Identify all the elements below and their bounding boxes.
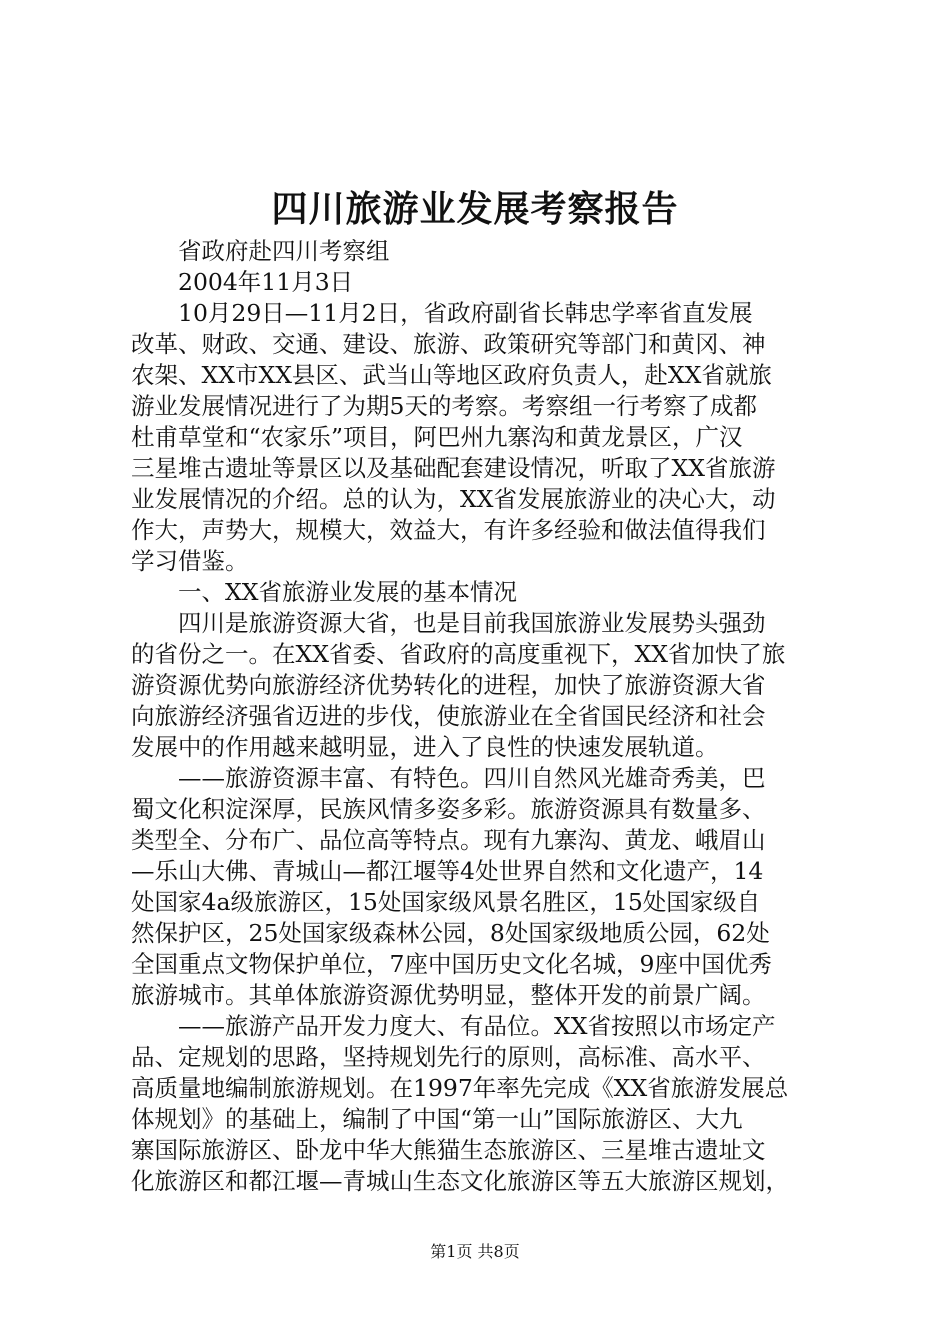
- paragraph-line: 农架、XX市XX县区、武当山等地区政府负责人，赴XX省就旅: [131, 361, 772, 389]
- paragraph-line: 类型全、分布广、品位高等特点。现有九寨沟、黄龙、峨眉山: [131, 826, 766, 854]
- paragraph-line: 10月29日—11月2日，省政府副省长韩忠学率省直发展: [178, 299, 753, 327]
- paragraph-line: 作大，声势大，规模大，效益大，有许多经验和做法值得我们: [131, 516, 766, 544]
- paragraph-line: 改革、财政、交通、建设、旅游、政策研究等部门和黄冈、神: [131, 330, 766, 358]
- paragraph-line: 化旅游区和都江堰—青城山生态文化旅游区等五大旅游区规划，: [131, 1167, 789, 1195]
- paragraph-line: 四川是旅游资源大省，也是目前我国旅游业发展势头强劲: [178, 609, 766, 637]
- document-body: [131, 236, 831, 1197]
- paragraph-line: 品、定规划的思路，坚持规划先行的原则，高标准、高水平、: [131, 1043, 766, 1071]
- paragraph-line: 全国重点文物保护单位，7座中国历史文化名城，9座中国优秀: [131, 950, 772, 978]
- paragraph-line: 向旅游经济强省迈进的步伐，使旅游业在全省国民经济和社会: [131, 702, 766, 730]
- paragraph-line: 业发展情况的介绍。总的认为，XX省发展旅游业的决心大，动: [131, 485, 776, 513]
- paragraph-line: —乐山大佛、青城山—都江堰等4处世界自然和文化遗产，14: [131, 857, 764, 885]
- paragraph-line: 学习借鉴。: [131, 547, 249, 575]
- date-line: 2004年11月3日: [178, 268, 354, 296]
- paragraph-line: 发展中的作用越来越明显，进入了良性的快速发展轨道。: [131, 733, 719, 761]
- paragraph-line: ——旅游产品开发力度大、有品位。XX省按照以市场定产: [178, 1012, 776, 1040]
- paragraph-line: 处国家4a级旅游区，15处国家级风景名胜区，15处国家级自: [131, 888, 761, 916]
- section-heading: 一、XX省旅游业发展的基本情况: [178, 578, 517, 606]
- paragraph-line: 杜甫草堂和“农家乐”项目，阿巴州九寨沟和黄龙景区，广汉: [131, 423, 743, 451]
- paragraph-line: 的省份之一。在XX省委、省政府的高度重视下，XX省加快了旅: [131, 640, 786, 668]
- paragraph-line: 高质量地编制旅游规划。在1997年率先完成《XX省旅游发展总: [131, 1074, 789, 1102]
- paragraph-line: 游资源优势向旅游经济优势转化的进程，加快了旅游资源大省: [131, 671, 766, 699]
- paragraph-line: 三星堆古遗址等景区以及基础配套建设情况，听取了XX省旅游: [131, 454, 776, 482]
- author-line: 省政府赴四川考察组: [178, 237, 390, 265]
- paragraph-line: 体规划》的基础上，编制了中国“第一山”国际旅游区、大九: [131, 1105, 743, 1133]
- paragraph-line: 然保护区，25处国家级森林公园，8处国家级地质公园，62处: [131, 919, 770, 947]
- paragraph-line: 游业发展情况进行了为期5天的考察。考察组一行考察了成都: [131, 392, 757, 420]
- paragraph-line: 旅游城市。其单体旅游资源优势明显，整体开发的前景广阔。: [131, 981, 766, 1009]
- paragraph-line: 寨国际旅游区、卧龙中华大熊猫生态旅游区、三星堆古遗址文: [131, 1136, 766, 1164]
- paragraph-line: 蜀文化积淀深厚，民族风情多姿多彩。旅游资源具有数量多、: [131, 795, 766, 823]
- document-title: 四川旅游业发展考察报告: [271, 188, 679, 230]
- page-number-footer: 第1页 共8页: [430, 1242, 520, 1261]
- paragraph-line: ——旅游资源丰富、有特色。四川自然风光雄奇秀美，巴: [178, 764, 766, 792]
